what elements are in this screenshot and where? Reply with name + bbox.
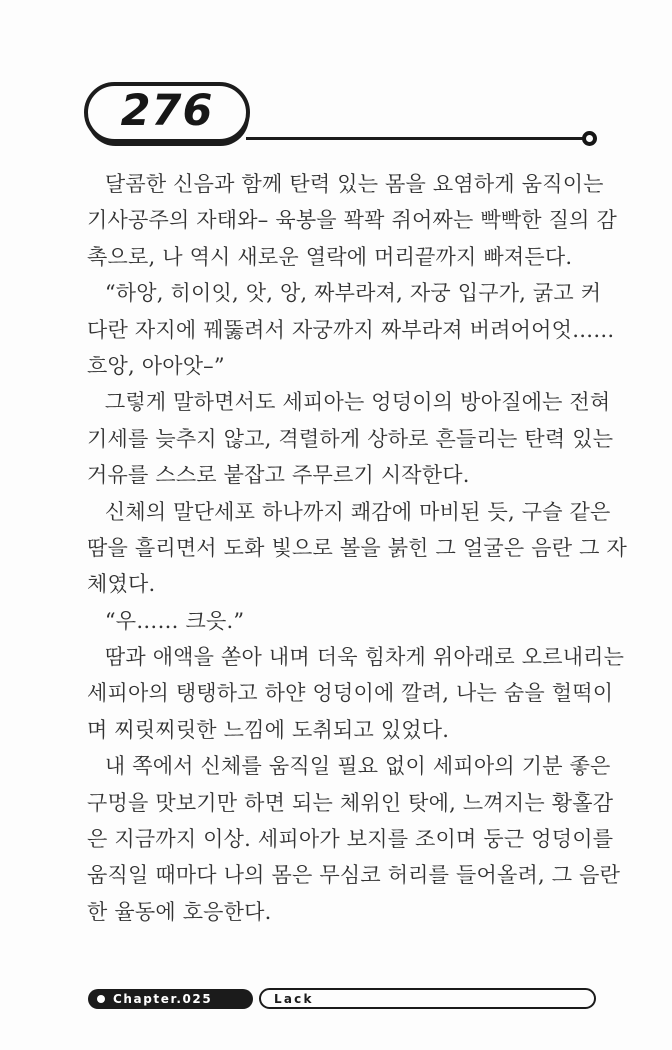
line-end-ring-icon (582, 131, 597, 146)
body-text (87, 166, 627, 930)
bullet-dot-icon (97, 995, 105, 1003)
text-line: 땀을 흘리면서 도화 빛으로 볼을 붉힌 그 얼굴은 음란 그 자 (87, 535, 627, 560)
page-number: 276 (120, 86, 214, 136)
text-line: 며 찌릿찌릿한 느낌에 도취되고 있었다. (87, 717, 450, 742)
text-line: 움직일 때마다 나의 몸은 무심코 허리를 들어올려, 그 음란 (87, 863, 621, 888)
text-line: 내 쪽에서 신체를 움직일 필요 없이 세피아의 기분 좋은 (104, 754, 611, 779)
text-line: 땀과 애액을 쏟아 내며 더욱 힘차게 위아래로 오르내리는 (104, 645, 625, 670)
header-rule (246, 137, 584, 140)
text-line: 달콤한 신음과 함께 탄력 있는 몸을 요염하게 움직이는 (104, 172, 604, 196)
text-line: 기세를 늦추지 않고, 격렬하게 상하로 흔들리는 탄력 있는 (87, 426, 614, 451)
book-title-label: Lack (274, 991, 314, 1006)
text-line: 은 지금까지 이상. 세피아가 보지를 조이며 둥근 엉덩이를 (87, 827, 614, 852)
text-line: 그렇게 말하면서도 세피아는 엉덩이의 방아질에는 전혀 (104, 390, 611, 415)
text-line: 한 율동에 호응한다. (87, 899, 272, 924)
book-title-badge (259, 988, 596, 1009)
text-line: 구멍을 맛보기만 하면 되는 체위인 탓에, 느껴지는 황홀감 (87, 790, 614, 815)
page-number-badge (84, 82, 250, 143)
text-line: 거유를 스스로 붙잡고 주무르기 시작한다. (87, 463, 470, 488)
text-line: “하앙, 히이잇, 앗, 앙, 짜부라져, 자궁 입구가, 굵고 커 (104, 281, 602, 306)
text-line: 세피아의 탱탱하고 하얀 엉덩이에 깔려, 나는 숨을 헐떡이 (87, 681, 614, 706)
text-line: 촉으로, 나 역시 새로운 열락에 머리끝까지 빠져든다. (87, 244, 573, 269)
text-line: 신체의 말단세포 하나까지 쾌감에 마비된 듯, 구슬 같은 (104, 499, 611, 524)
text-line: 기사공주의 자태와– 육봉을 꽉꽉 쥐어짜는 빡빡한 질의 감 (87, 208, 618, 233)
text-line: 흐앙, 아아앗–” (87, 353, 225, 378)
chapter-label: Chapter.025 (113, 992, 213, 1006)
text-line: 다란 자지에 꿰뚫려서 자궁까지 짜부라져 버려어어엇…… (87, 317, 615, 342)
text-line: “우…… 크읏.” (104, 608, 245, 633)
chapter-badge (88, 989, 253, 1009)
text-line: 체였다. (87, 572, 156, 597)
